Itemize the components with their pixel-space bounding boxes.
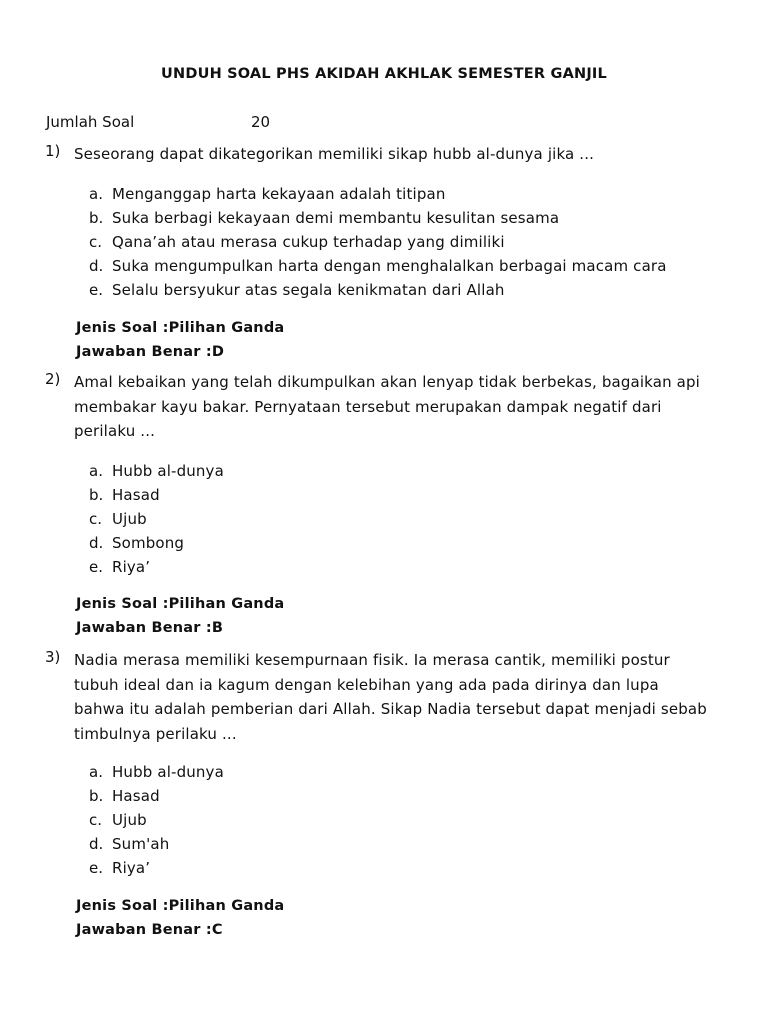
question-text: Nadia merasa memiliki kesempurnaan fisik. Ia merasa cantik, memiliki postur tubuh ideal dan ia kagum dengan kelebihan yang ada pada dirinya dan lupa bahwa itu adalah pemberian dari Allah. Sikap Nadia tersebut dapat menjadi sebab timbulnya perilaku ... <box>74 651 707 743</box>
option-text: Suka berbagi kekayaan demi membantu kesulitan sesama <box>112 209 560 227</box>
option-text: Hubb al-dunya <box>112 462 224 480</box>
option-letter: b. <box>89 486 104 504</box>
option-b <box>0 787 768 811</box>
option-letter: d. <box>89 257 104 275</box>
option-a <box>0 763 768 787</box>
option-letter: a. <box>89 185 103 203</box>
option-text: Riya’ <box>112 859 151 877</box>
option-b <box>0 209 768 233</box>
question-count-row <box>46 113 271 131</box>
option-letter: c. <box>89 811 103 829</box>
option-text: Suka mengumpulkan harta dengan menghalalkan berbagai macam cara <box>112 257 667 275</box>
document-title: UNDUH SOAL PHS AKIDAH AKHLAK SEMESTER GANJIL <box>161 66 607 82</box>
option-text: Sum'ah <box>112 835 170 853</box>
option-text: Sombong <box>112 534 185 552</box>
option-letter: e. <box>89 859 103 877</box>
option-a <box>0 462 768 486</box>
option-letter: d. <box>89 835 104 853</box>
option-letter: e. <box>89 281 103 299</box>
question-type: Jenis Soal :Pilihan Ganda <box>76 320 285 336</box>
option-letter: d. <box>89 534 104 552</box>
option-letter: a. <box>89 462 103 480</box>
option-text: Menganggap harta kekayaan adalah titipan <box>112 185 446 203</box>
option-letter: b. <box>89 209 104 227</box>
option-text: Selalu bersyukur atas segala kenikmatan dari Allah <box>112 281 505 299</box>
option-a <box>0 185 768 209</box>
question-text: Amal kebaikan yang telah dikumpulkan akan lenyap tidak berbekas, bagaikan api membakar kayu bakar. Pernyataan tersebut merupakan dampak negatif dari perilaku ... <box>74 373 700 440</box>
question-2-meta <box>76 596 284 644</box>
option-d <box>0 257 768 281</box>
option-c <box>0 811 768 835</box>
question-3-meta <box>76 898 284 946</box>
question-count-value: 20 <box>251 113 271 131</box>
option-letter: a. <box>89 763 103 781</box>
option-text: Ujub <box>112 811 147 829</box>
question-number: 3) <box>45 648 61 666</box>
question-number: 2) <box>45 370 61 388</box>
option-text: Hasad <box>112 486 160 504</box>
question-1-meta <box>76 320 284 368</box>
option-c <box>0 233 768 257</box>
option-letter: c. <box>89 510 103 528</box>
option-text: Hubb al-dunya <box>112 763 224 781</box>
option-e <box>0 281 768 305</box>
correct-answer: Jawaban Benar :B <box>76 620 224 636</box>
option-text: Riya’ <box>112 558 151 576</box>
correct-answer: Jawaban Benar :C <box>76 922 223 938</box>
option-d <box>0 835 768 859</box>
option-text: Qana’ah atau merasa cukup terhadap yang dimiliki <box>112 233 505 251</box>
correct-answer: Jawaban Benar :D <box>76 344 225 360</box>
option-letter: e. <box>89 558 103 576</box>
option-text: Ujub <box>112 510 147 528</box>
option-letter: b. <box>89 787 104 805</box>
question-text: Seseorang dapat dikategorikan memiliki sikap hubb al-dunya jika ... <box>74 145 595 163</box>
option-text: Hasad <box>112 787 160 805</box>
question-type: Jenis Soal :Pilihan Ganda <box>76 898 285 914</box>
question-count-label: Jumlah Soal <box>46 113 135 131</box>
option-e <box>0 859 768 883</box>
option-c <box>0 510 768 534</box>
question-type: Jenis Soal :Pilihan Ganda <box>76 596 285 612</box>
option-e <box>0 558 768 582</box>
question-number: 1) <box>45 142 61 160</box>
option-b <box>0 486 768 510</box>
option-d <box>0 534 768 558</box>
option-letter: c. <box>89 233 103 251</box>
